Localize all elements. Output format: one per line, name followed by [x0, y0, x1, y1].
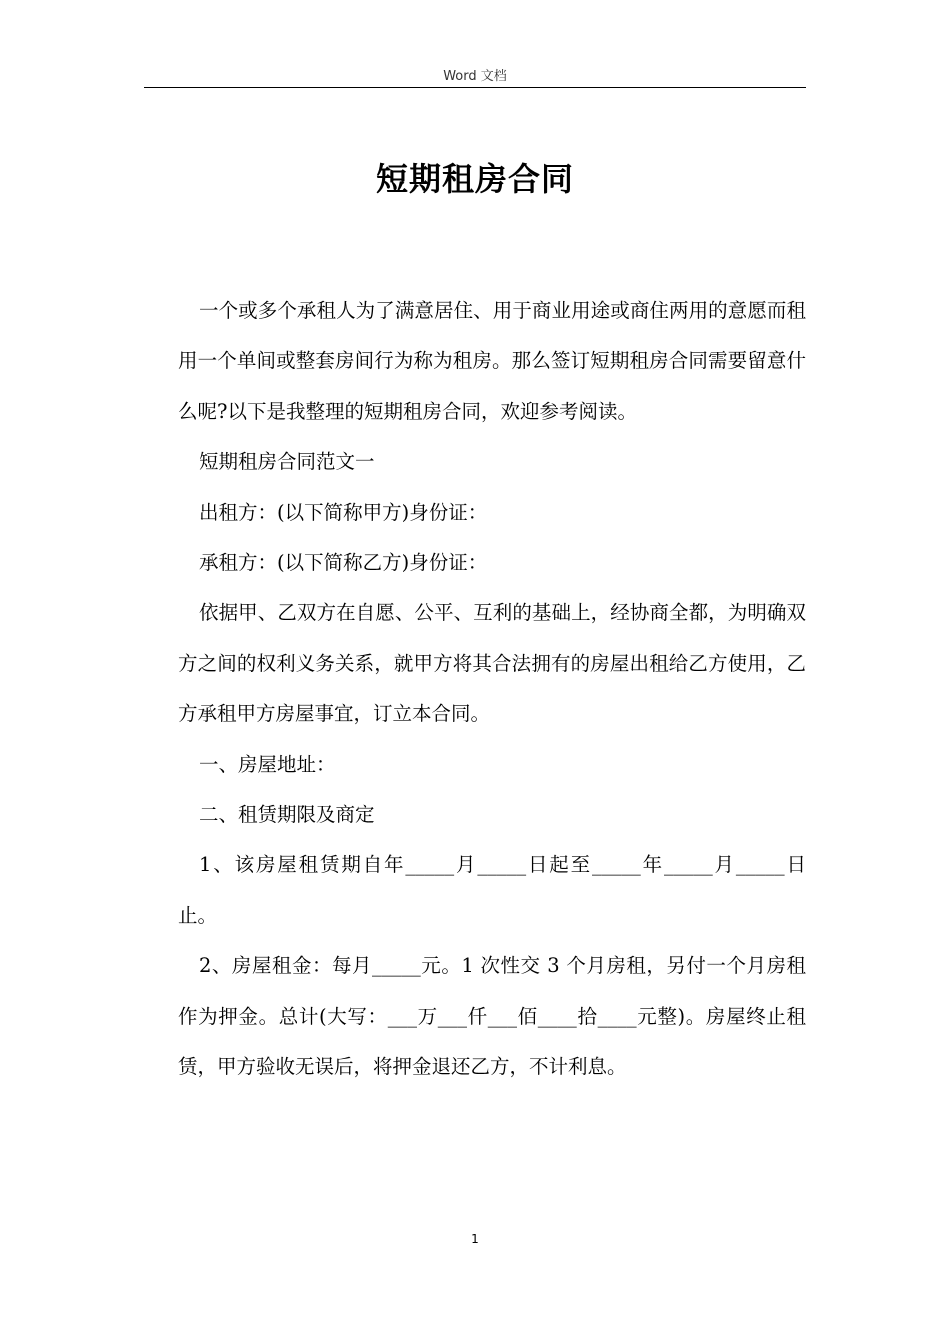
paragraph-preamble: 依据甲、乙双方在自愿、公平、互利的基础上，经协商全都，为明确双方之间的权利义务关系，就甲方将其合法拥有的房屋出租给乙方使用，乙方承租甲方房屋事宜，订立本合同。 — [178, 601, 806, 726]
header-divider — [144, 87, 806, 88]
page-number: 1 — [471, 1232, 479, 1246]
page-header: Word 文档 — [443, 69, 507, 84]
paragraph-intro: 一个或多个承租人为了满意居住、用于商业用途或商住两用的意愿而租用一个单间或整套房间行为称为租房。那么签订短期租房合同需要留意什么呢?以下是我整理的短期租房合同，欢迎参考阅读。 — [178, 299, 806, 423]
paragraph-clause-rent: 2、房屋租金：每月_____元。1 次性交 3 个月房租，另付一个月房租作为押金。总计(大写：___万___仟___佰____拾____元整)。房屋终止租赁，甲方验收无误后，将押金退还乙方，不计利息。 — [178, 954, 806, 1079]
paragraph-clause-term: 1、该房屋租赁期自年_____月_____日起至_____年_____月_____日止。 — [178, 853, 806, 927]
paragraph-section-term: 二、租赁期限及商定 — [199, 803, 375, 827]
paragraph-sample-heading: 短期租房合同范文一 — [199, 450, 375, 474]
paragraph-lessee: 承租方：(以下简称乙方)身份证： — [199, 551, 488, 575]
document-body — [178, 286, 806, 1093]
paragraph-lessor: 出租方：(以下简称甲方)身份证： — [199, 500, 488, 524]
document-title: 短期租房合同 — [375, 160, 574, 198]
paragraph-section-address: 一、房屋地址： — [199, 752, 336, 776]
